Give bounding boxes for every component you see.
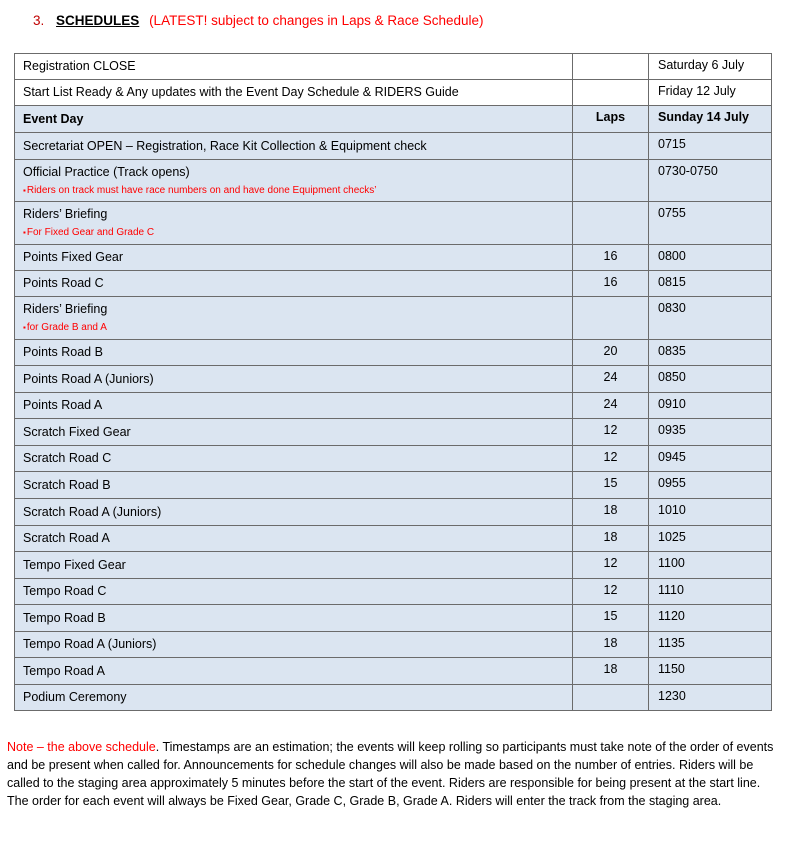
laps-cell: 18: [573, 526, 649, 552]
laps-cell: 12: [573, 579, 649, 605]
event-cell: [15, 526, 573, 552]
event-name: Tempo Road B: [23, 610, 106, 625]
event-cell: [15, 499, 573, 526]
table-row: [15, 133, 772, 160]
event-name: Points Road B: [23, 345, 103, 359]
schedule-footnote: [7, 738, 783, 810]
table-row: [15, 446, 772, 472]
event-name: Event Day: [23, 111, 84, 126]
event-name: Riders’ Briefing: [23, 207, 108, 221]
laps-cell: [573, 202, 649, 245]
event-name: Start List Ready & Any updates with the Event Day Schedule & RIDERS Guide: [23, 85, 459, 99]
time-cell: 1010: [649, 499, 772, 526]
event-name: Points Road C: [23, 276, 104, 290]
table-row: [15, 202, 772, 245]
event-cell: [15, 685, 573, 711]
table-row: [15, 160, 772, 202]
event-name: Scratch Fixed Gear: [23, 424, 131, 439]
event-cell: [15, 160, 573, 202]
event-name: Points Fixed Gear: [23, 250, 124, 264]
time-cell: 0850: [649, 366, 772, 393]
laps-cell: Laps: [573, 106, 649, 133]
laps-cell: 24: [573, 393, 649, 419]
event-cell: [15, 54, 573, 80]
event-cell: [15, 579, 573, 605]
event-subnote: [23, 226, 564, 239]
time-cell: 0755: [649, 202, 772, 245]
event-cell: [15, 297, 573, 340]
time-cell: 0910: [649, 393, 772, 419]
table-row: [15, 658, 772, 685]
subnote-text: for Grade B and A: [26, 322, 107, 333]
event-cell: [15, 271, 573, 297]
table-row: [15, 605, 772, 632]
event-name: Riders’ Briefing: [23, 302, 108, 316]
section-number: 3.: [33, 13, 45, 28]
laps-cell: 15: [573, 605, 649, 632]
table-row: [15, 297, 772, 340]
table-row: [15, 245, 772, 271]
laps-cell: 15: [573, 472, 649, 499]
laps-cell: [573, 685, 649, 711]
laps-cell: 18: [573, 499, 649, 526]
event-name: Scratch Road C: [23, 451, 112, 465]
table-row: [15, 499, 772, 526]
event-name: Scratch Road B: [23, 477, 111, 492]
table-row: [15, 340, 772, 366]
table-row: [15, 632, 772, 658]
bullet-icon: ▪: [23, 228, 26, 237]
footnote-lead: Note – the above schedule: [7, 740, 156, 754]
time-cell: 1100: [649, 552, 772, 579]
table-row: [15, 579, 772, 605]
event-name: Podium Ceremony: [23, 690, 127, 704]
time-cell: 1120: [649, 605, 772, 632]
time-cell: 0935: [649, 419, 772, 446]
table-row: [15, 685, 772, 711]
event-name: Tempo Road C: [23, 584, 107, 598]
laps-cell: 18: [573, 632, 649, 658]
event-cell: [15, 552, 573, 579]
time-cell: 1110: [649, 579, 772, 605]
event-cell: [15, 393, 573, 419]
event-subnote: [23, 321, 564, 334]
table-row: [15, 419, 772, 446]
time-cell: 1135: [649, 632, 772, 658]
schedule-body: [15, 54, 772, 711]
event-name: Points Road A: [23, 398, 103, 412]
event-cell: [15, 419, 573, 446]
event-subnote: [23, 184, 564, 197]
laps-cell: 12: [573, 552, 649, 579]
event-name: Tempo Road A (Juniors): [23, 637, 157, 651]
event-name: Scratch Road A: [23, 531, 110, 545]
time-cell: 1230: [649, 685, 772, 711]
time-cell: 1150: [649, 658, 772, 685]
section-note: (LATEST! subject to changes in Laps & Race Schedule): [149, 13, 484, 28]
event-name: Official Practice (Track opens): [23, 164, 190, 179]
time-cell: Friday 12 July: [649, 80, 772, 106]
event-cell: [15, 133, 573, 160]
table-row: [15, 526, 772, 552]
time-cell: 0715: [649, 133, 772, 160]
event-cell: [15, 106, 573, 133]
table-row: [15, 271, 772, 297]
event-cell: [15, 472, 573, 499]
time-cell: 0800: [649, 245, 772, 271]
time-cell: 0830: [649, 297, 772, 340]
event-cell: [15, 202, 573, 245]
event-cell: [15, 658, 573, 685]
laps-cell: 20: [573, 340, 649, 366]
table-row: [15, 106, 772, 133]
time-cell: 0945: [649, 446, 772, 472]
laps-cell: 16: [573, 245, 649, 271]
section-heading: [33, 12, 484, 30]
table-row: [15, 80, 772, 106]
table-row: [15, 54, 772, 80]
subnote-text: For Fixed Gear and Grade C: [26, 227, 155, 238]
event-cell: [15, 366, 573, 393]
laps-cell: [573, 160, 649, 202]
event-cell: [15, 245, 573, 271]
time-cell: 1025: [649, 526, 772, 552]
laps-cell: [573, 297, 649, 340]
laps-cell: [573, 54, 649, 80]
event-cell: [15, 80, 573, 106]
laps-cell: [573, 80, 649, 106]
laps-cell: 12: [573, 419, 649, 446]
event-cell: [15, 632, 573, 658]
table-row: [15, 472, 772, 499]
laps-cell: 24: [573, 366, 649, 393]
section-title: SCHEDULES: [56, 13, 140, 28]
laps-cell: 18: [573, 658, 649, 685]
event-name: Points Road A (Juniors): [23, 371, 154, 386]
bullet-icon: ▪: [23, 185, 26, 195]
bullet-icon: ▪: [23, 323, 26, 332]
time-cell: 0955: [649, 472, 772, 499]
time-cell: 0730-0750: [649, 160, 772, 202]
event-cell: [15, 605, 573, 632]
laps-cell: 16: [573, 271, 649, 297]
event-cell: [15, 340, 573, 366]
footnote-body: . Timestamps are an estimation; the events will keep rolling so participants must take note of the order of events and be present when called for. Announcements for schedule changes will also be made based on the number of entries. Riders will be called to the staging area approximately 5 minutes before the start of the event. Riders are responsible for being present at the start line. The order for each event will always be Fixed Gear, Grade C, Grade B, Grade A. Riders will enter the track from the staging area.: [7, 740, 774, 808]
event-name: Secretariat OPEN – Registration, Race Kit Collection & Equipment check: [23, 138, 427, 153]
event-name: Tempo Fixed Gear: [23, 557, 126, 572]
table-row: [15, 393, 772, 419]
time-cell: 0835: [649, 340, 772, 366]
time-cell: 0815: [649, 271, 772, 297]
time-cell: Saturday 6 July: [649, 54, 772, 80]
time-cell: Sunday 14 July: [649, 106, 772, 133]
laps-cell: 12: [573, 446, 649, 472]
laps-cell: [573, 133, 649, 160]
event-name: Scratch Road A (Juniors): [23, 504, 162, 519]
subnote-text: Riders on track must have race numbers on and have done Equipment checks’: [26, 184, 377, 196]
event-name: Tempo Road A: [23, 663, 105, 678]
schedule-table: [14, 53, 772, 711]
event-cell: [15, 446, 573, 472]
table-row: [15, 552, 772, 579]
table-row: [15, 366, 772, 393]
event-name: Registration CLOSE: [23, 59, 136, 73]
